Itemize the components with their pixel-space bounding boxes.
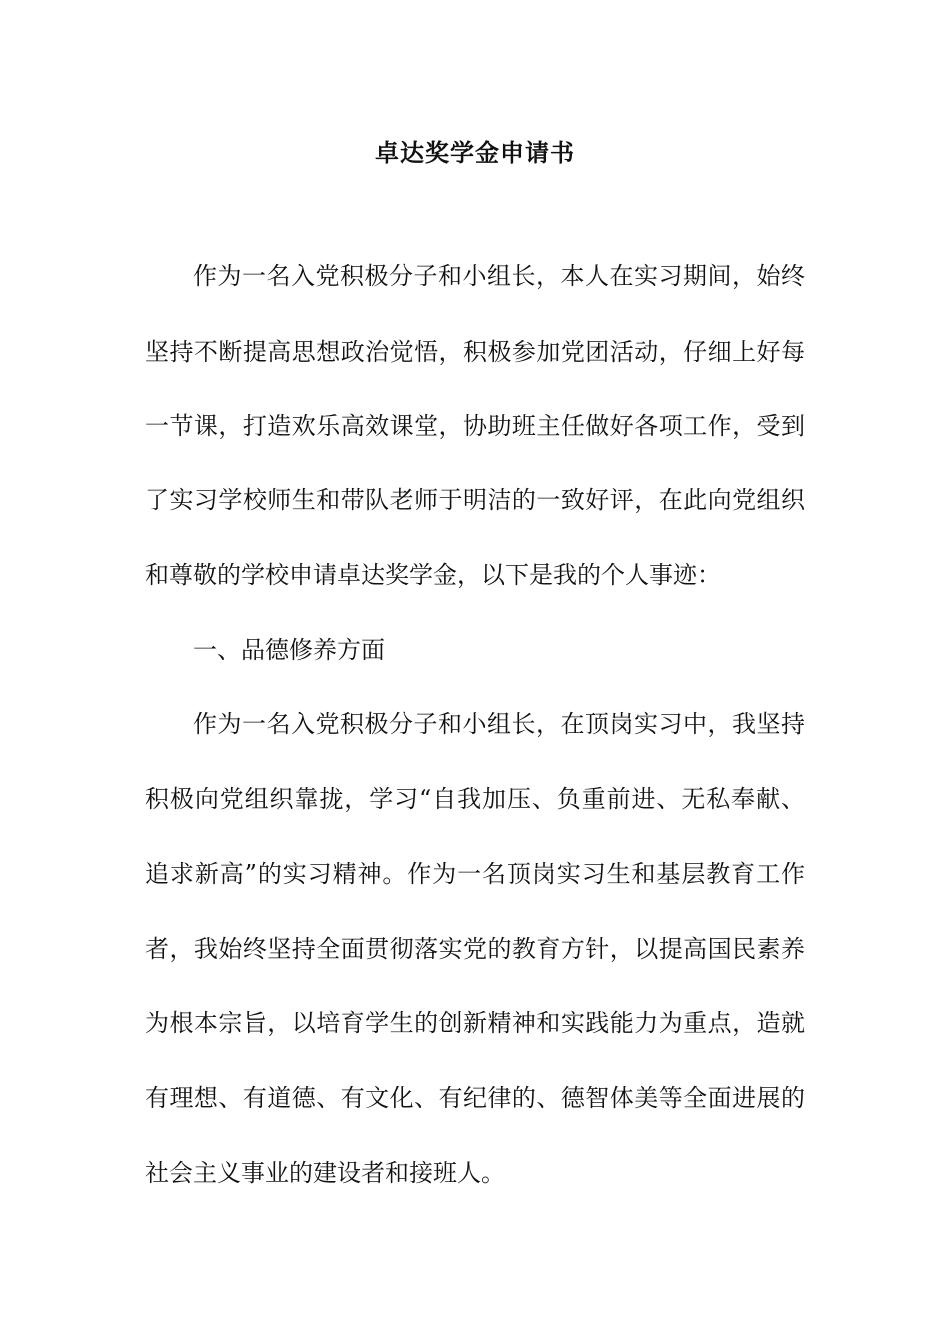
paragraph-line: 坚持不断提高思想政治觉悟，积极参加党团活动，仔细上好每 bbox=[145, 338, 805, 366]
paragraph-line: 积极向党组织靠拢，学习“自我加压、负重前进、无私奉献、 bbox=[145, 785, 805, 813]
paragraph-line: 追求新高”的实习精神。作为一名顶岗实习生和基层教育工作 bbox=[145, 860, 805, 888]
paragraph-line: 为根本宗旨，以培育学生的创新精神和实践能力为重点，造就 bbox=[145, 1009, 805, 1037]
section-heading: 一、品德修养方面 bbox=[193, 636, 385, 664]
paragraph-line: 一节课，打造欢乐高效课堂，协助班主任做好各项工作，受到 bbox=[145, 412, 805, 440]
paragraph-line: 作为一名入党积极分子和小组长，本人在实习期间，始终 bbox=[193, 262, 805, 290]
paragraph-line: 者，我始终坚持全面贯彻落实党的教育方针，以提高国民素养 bbox=[145, 935, 805, 963]
paragraph-line: 作为一名入党积极分子和小组长，在顶岗实习中，我坚持 bbox=[193, 710, 805, 738]
document-title: 卓达奖学金申请书 bbox=[375, 138, 575, 167]
paragraph-line: 有理想、有道德、有文化、有纪律的、德智体美等全面进展的 bbox=[145, 1084, 805, 1112]
paragraph-line: 和尊敬的学校申请卓达奖学金，以下是我的个人事迹： bbox=[145, 561, 721, 589]
paragraph-line: 社会主义事业的建设者和接班人。 bbox=[145, 1159, 505, 1187]
paragraph-line: 了实习学校师生和带队老师于明洁的一致好评，在此向党组织 bbox=[145, 486, 805, 514]
